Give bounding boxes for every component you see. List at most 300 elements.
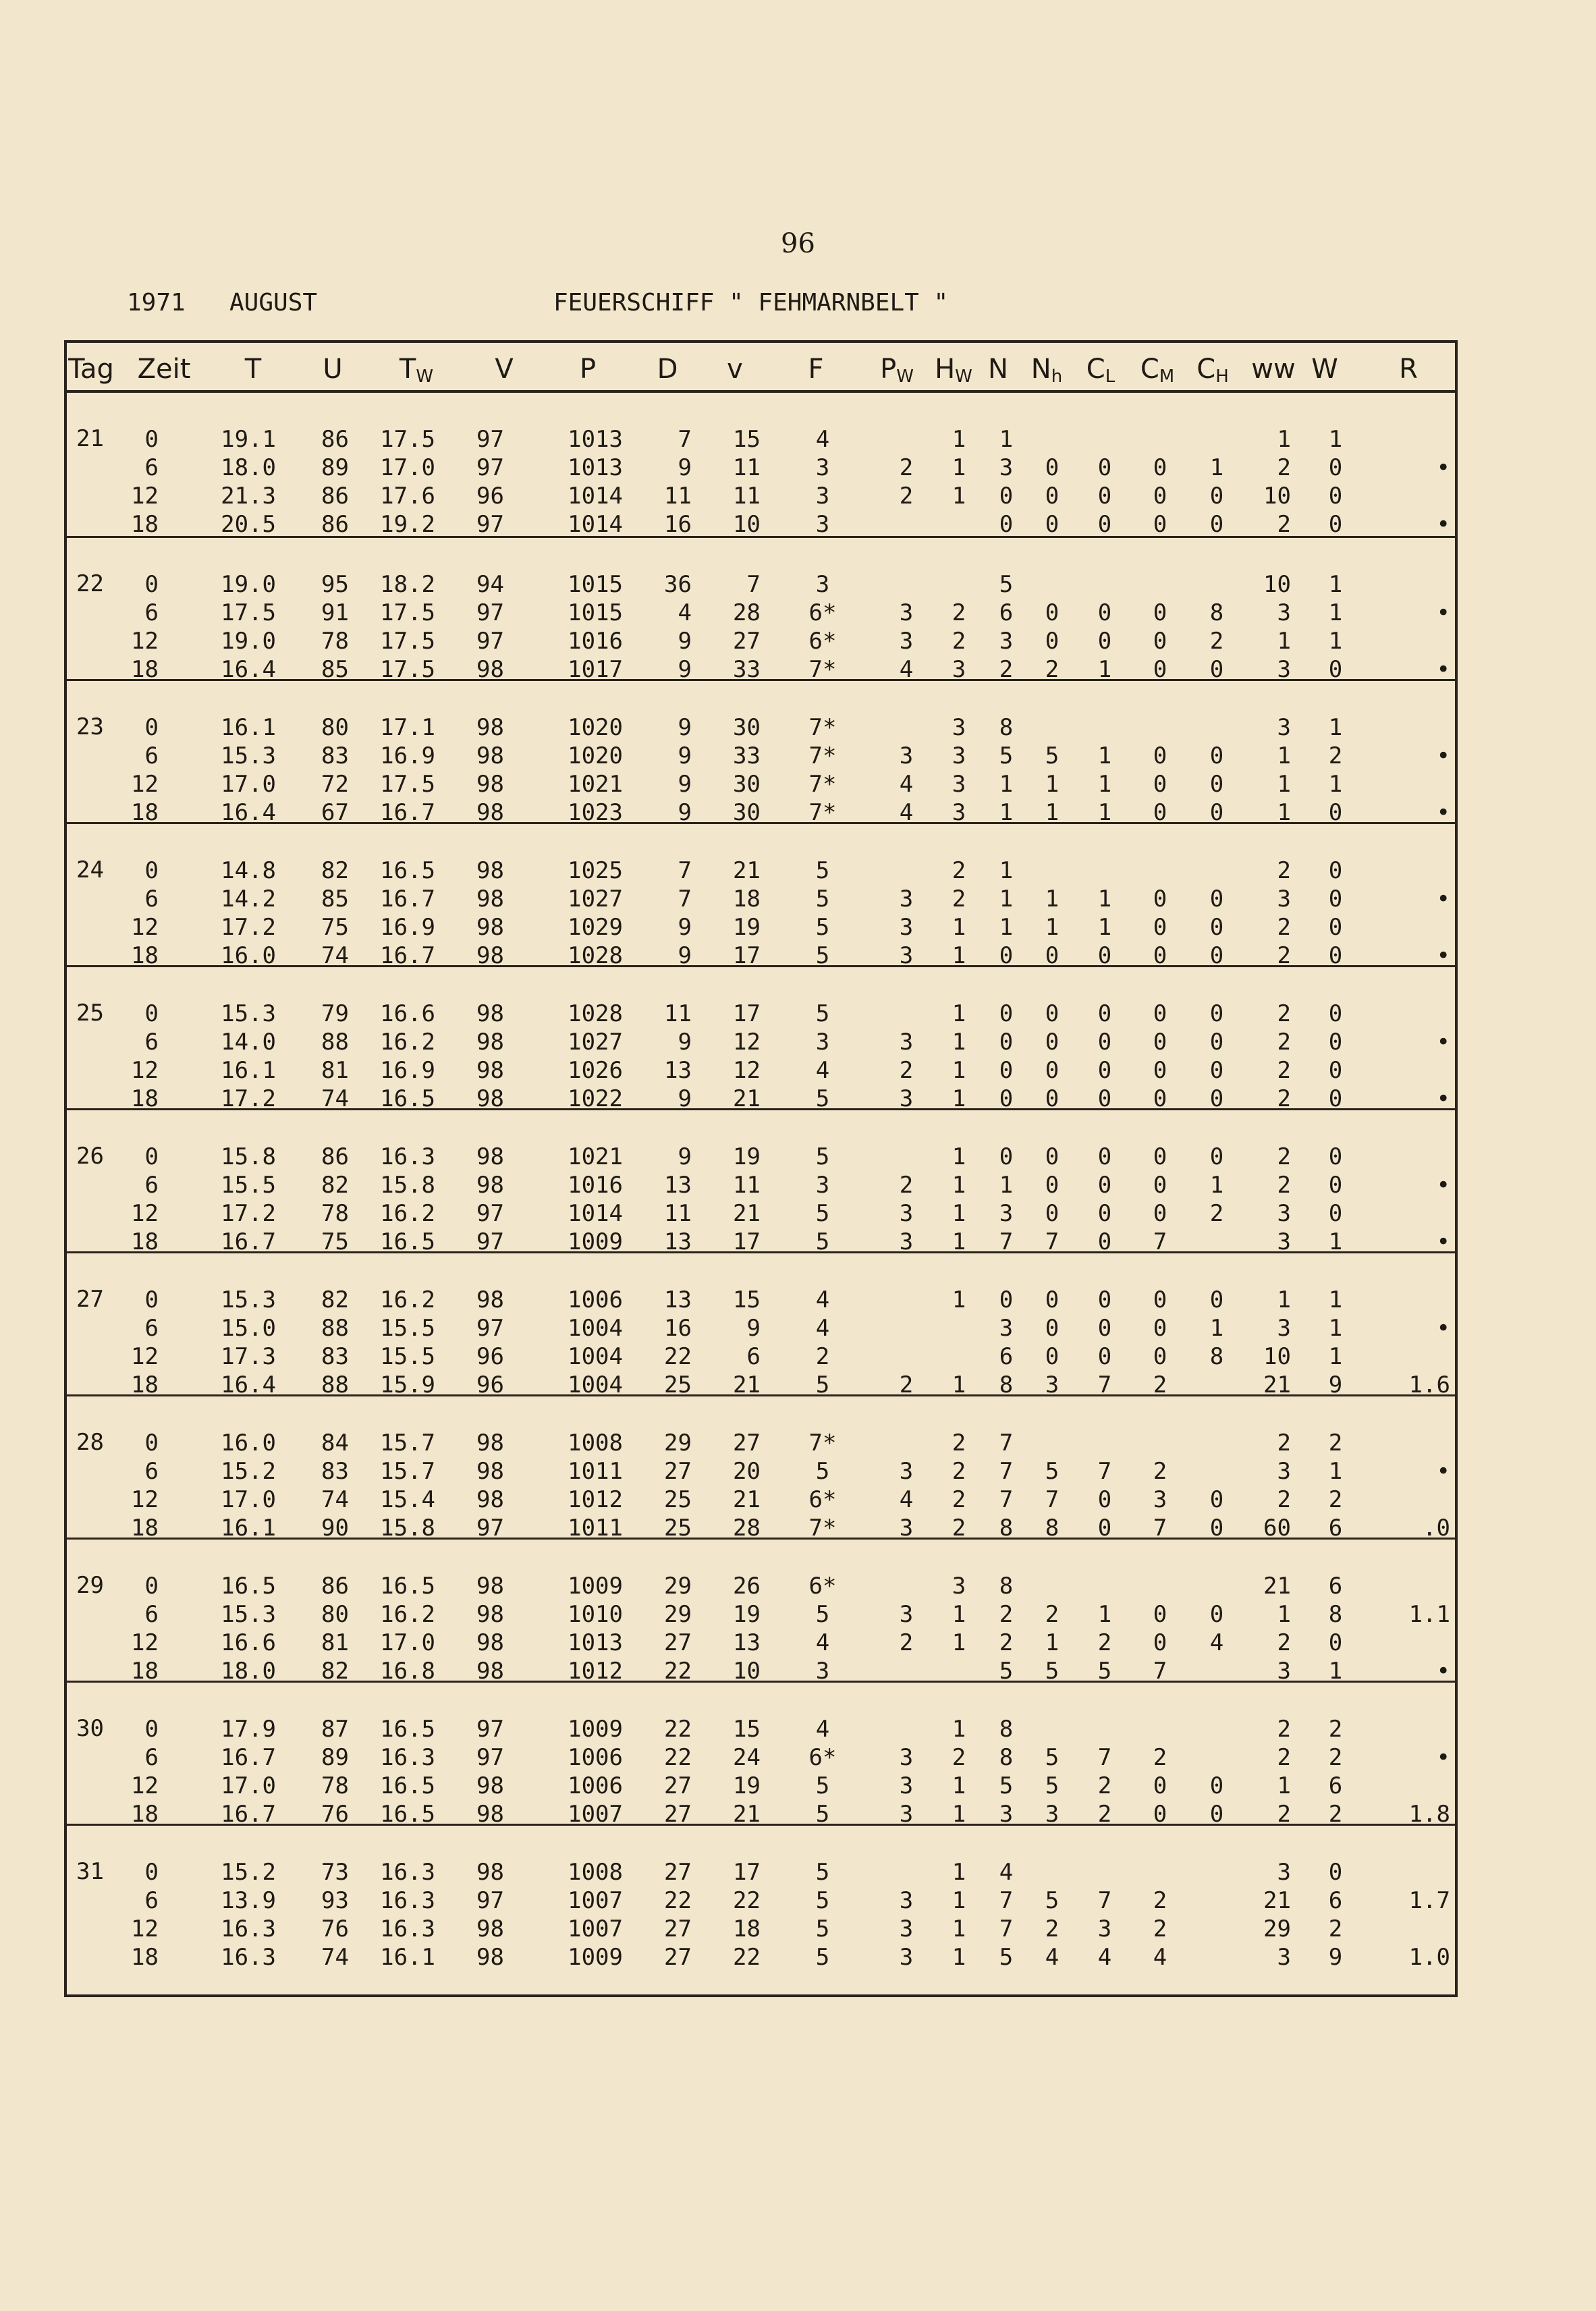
cell-cm: 0 xyxy=(1153,1601,1167,1628)
observation-row xyxy=(67,482,1455,510)
cell-ch: 0 xyxy=(1209,1601,1224,1628)
cell-t: 16.1 xyxy=(221,1057,276,1084)
cell-tw: 16.3 xyxy=(380,1859,435,1886)
day-label: 22 xyxy=(76,570,104,597)
cell-v: 98 xyxy=(476,1772,504,1799)
cell-pw: 3 xyxy=(899,1029,914,1056)
cell-u: 83 xyxy=(321,1458,349,1485)
cell-cl: 0 xyxy=(1097,1200,1112,1227)
cell-n: 0 xyxy=(999,1029,1014,1056)
cell-tw: 15.4 xyxy=(380,1486,435,1513)
cell-n: 7 xyxy=(999,1458,1014,1485)
cell-nh: 4 xyxy=(1045,1944,1060,1971)
cell-ww: 2 xyxy=(1277,1000,1291,1027)
cell-v: 98 xyxy=(476,1000,504,1027)
cell-t: 16.7 xyxy=(221,1801,276,1828)
cell-f: 5 xyxy=(815,1143,830,1170)
cell-p: 1022 xyxy=(568,1085,623,1112)
cell-d: 22 xyxy=(664,1658,692,1685)
cell-n: 3 xyxy=(999,454,1014,481)
cell-vel: 22 xyxy=(733,1887,761,1914)
cell-cm: 2 xyxy=(1153,1458,1167,1485)
cell-vel: 21 xyxy=(733,1200,761,1227)
cell-pw: 3 xyxy=(899,1801,914,1828)
cell-r: • xyxy=(1436,742,1450,769)
cell-vel: 20 xyxy=(733,1458,761,1485)
cell-pw: 2 xyxy=(899,1629,914,1656)
cell-p: 1029 xyxy=(568,914,623,941)
cell-vel: 30 xyxy=(733,799,761,826)
cell-ww: 2 xyxy=(1277,1629,1291,1656)
cell-n: 0 xyxy=(999,1286,1014,1313)
cell-d: 9 xyxy=(678,1029,692,1056)
cell-n: 3 xyxy=(999,628,1014,655)
cell-v: 97 xyxy=(476,628,504,655)
cell-tw: 16.7 xyxy=(380,942,435,969)
cell-w: 2 xyxy=(1328,1716,1343,1743)
cell-nh: 0 xyxy=(1045,1000,1060,1027)
cell-ww: 60 xyxy=(1263,1515,1291,1542)
cell-ch: 0 xyxy=(1209,771,1224,798)
cell-tw: 16.5 xyxy=(380,1801,435,1828)
day-label: 30 xyxy=(76,1715,104,1742)
cell-tw: 16.5 xyxy=(380,1085,435,1112)
cell-u: 74 xyxy=(321,1085,349,1112)
cell-r: • xyxy=(1436,1458,1450,1485)
cell-t: 16.0 xyxy=(221,942,276,969)
cell-f: 6* xyxy=(808,599,837,626)
cell-nh: 0 xyxy=(1045,1343,1060,1370)
cell-ww: 10 xyxy=(1263,571,1291,598)
cell-cm: 2 xyxy=(1153,1744,1167,1771)
cell-vel: 19 xyxy=(733,1143,761,1170)
cell-n: 0 xyxy=(999,1057,1014,1084)
cell-t: 17.2 xyxy=(221,1200,276,1227)
cell-t: 16.5 xyxy=(221,1573,276,1600)
cell-vel: 15 xyxy=(733,426,761,453)
cell-v: 98 xyxy=(476,1085,504,1112)
cell-f: 5 xyxy=(815,1228,830,1255)
cell-w: 0 xyxy=(1328,799,1343,826)
cell-ww: 10 xyxy=(1263,483,1291,510)
cell-p: 1013 xyxy=(568,426,623,453)
column-header-tw: $T_W$ xyxy=(399,354,434,387)
cell-p: 1023 xyxy=(568,799,623,826)
cell-n: 8 xyxy=(999,714,1014,741)
cell-cl: 0 xyxy=(1097,1486,1112,1513)
cell-w: 0 xyxy=(1328,1029,1343,1056)
cell-d: 27 xyxy=(664,1801,692,1828)
cell-u: 86 xyxy=(321,483,349,510)
cell-f: 4 xyxy=(815,1716,830,1743)
cell-cl: 7 xyxy=(1097,1887,1112,1914)
cell-v: 96 xyxy=(476,1343,504,1370)
cell-zeit: 12 xyxy=(131,483,159,510)
cell-hw: 1 xyxy=(952,1859,966,1886)
cell-ww: 21 xyxy=(1263,1887,1291,1914)
cell-n: 0 xyxy=(999,942,1014,969)
cell-t: 18.0 xyxy=(221,1658,276,1685)
cell-t: 14.8 xyxy=(221,857,276,884)
cell-v: 96 xyxy=(476,1371,504,1398)
cell-p: 1026 xyxy=(568,1057,623,1084)
cell-zeit: 12 xyxy=(131,1343,159,1370)
observation-row xyxy=(67,1943,1455,1972)
cell-tw: 17.0 xyxy=(380,454,435,481)
cell-p: 1021 xyxy=(568,771,623,798)
cell-t: 17.3 xyxy=(221,1343,276,1370)
cell-t: 16.7 xyxy=(221,1228,276,1255)
cell-nh: 0 xyxy=(1045,511,1060,538)
cell-f: 5 xyxy=(815,1801,830,1828)
cell-v: 98 xyxy=(476,1143,504,1170)
observation-row xyxy=(67,1457,1455,1486)
cell-p: 1012 xyxy=(568,1658,623,1685)
cell-p: 1009 xyxy=(568,1716,623,1743)
cell-f: 5 xyxy=(815,1887,830,1914)
cell-f: 6* xyxy=(808,1573,837,1600)
cell-w: 1 xyxy=(1328,599,1343,626)
cell-w: 1 xyxy=(1328,714,1343,741)
cell-w: 9 xyxy=(1328,1944,1343,1971)
cell-vel: 15 xyxy=(733,1286,761,1313)
cell-d: 25 xyxy=(664,1515,692,1542)
cell-p: 1016 xyxy=(568,1172,623,1199)
cell-t: 15.3 xyxy=(221,1286,276,1313)
cell-t: 18.0 xyxy=(221,454,276,481)
cell-ch: 1 xyxy=(1209,1315,1224,1342)
cell-v: 98 xyxy=(476,714,504,741)
cell-v: 98 xyxy=(476,1172,504,1199)
cell-cm: 0 xyxy=(1153,1000,1167,1027)
cell-hw: 1 xyxy=(952,1915,966,1942)
cell-u: 74 xyxy=(321,1944,349,1971)
cell-zeit: 18 xyxy=(131,1658,159,1685)
cell-u: 85 xyxy=(321,886,349,913)
cell-d: 9 xyxy=(678,454,692,481)
cell-u: 87 xyxy=(321,1716,349,1743)
cell-vel: 21 xyxy=(733,857,761,884)
cell-vel: 15 xyxy=(733,1716,761,1743)
cell-u: 75 xyxy=(321,1228,349,1255)
cell-w: 0 xyxy=(1328,1172,1343,1199)
cell-w: 0 xyxy=(1328,483,1343,510)
cell-tw: 16.9 xyxy=(380,742,435,769)
cell-w: 1 xyxy=(1328,1228,1343,1255)
cell-p: 1016 xyxy=(568,628,623,655)
column-header-vel: v xyxy=(727,354,743,385)
cell-w: 1 xyxy=(1328,426,1343,453)
cell-nh: 5 xyxy=(1045,1458,1060,1485)
cell-tw: 18.2 xyxy=(380,571,435,598)
cell-tw: 15.8 xyxy=(380,1515,435,1542)
cell-cm: 0 xyxy=(1153,1629,1167,1656)
cell-ww: 2 xyxy=(1277,1744,1291,1771)
cell-hw: 1 xyxy=(952,1772,966,1799)
cell-n: 7 xyxy=(999,1486,1014,1513)
cell-t: 15.8 xyxy=(221,1143,276,1170)
cell-r: • xyxy=(1436,454,1450,481)
cell-v: 98 xyxy=(476,857,504,884)
cell-hw: 1 xyxy=(952,942,966,969)
cell-v: 98 xyxy=(476,771,504,798)
cell-tw: 15.9 xyxy=(380,1371,435,1398)
cell-d: 9 xyxy=(678,1085,692,1112)
cell-v: 98 xyxy=(476,1658,504,1685)
cell-r: 1.8 xyxy=(1408,1801,1450,1828)
cell-w: 2 xyxy=(1328,1915,1343,1942)
cell-n: 1 xyxy=(999,914,1014,941)
cell-n: 5 xyxy=(999,742,1014,769)
cell-ww: 29 xyxy=(1263,1915,1291,1942)
cell-zeit: 6 xyxy=(144,742,159,769)
cell-d: 9 xyxy=(678,771,692,798)
cell-hw: 1 xyxy=(952,1085,966,1112)
cell-hw: 2 xyxy=(952,628,966,655)
cell-d: 9 xyxy=(678,742,692,769)
cell-d: 27 xyxy=(664,1458,692,1485)
cell-w: 1 xyxy=(1328,628,1343,655)
cell-zeit: 0 xyxy=(144,1286,159,1313)
cell-cm: 0 xyxy=(1153,1315,1167,1342)
cell-v: 98 xyxy=(476,1944,504,1971)
cell-vel: 21 xyxy=(733,1486,761,1513)
cell-tw: 16.5 xyxy=(380,857,435,884)
header-month: AUGUST xyxy=(229,289,318,317)
cell-pw: 3 xyxy=(899,1944,914,1971)
cell-cm: 7 xyxy=(1153,1515,1167,1542)
cell-tw: 16.1 xyxy=(380,1944,435,1971)
column-header-nh: $N_h$ xyxy=(1030,354,1063,387)
cell-d: 11 xyxy=(664,1200,692,1227)
cell-p: 1014 xyxy=(568,511,623,538)
cell-v: 98 xyxy=(476,942,504,969)
observation-row xyxy=(67,570,1455,599)
cell-zeit: 6 xyxy=(144,1029,159,1056)
column-header-v: V xyxy=(495,354,514,385)
column-header-r: R xyxy=(1399,354,1418,385)
cell-ww: 2 xyxy=(1277,1143,1291,1170)
cell-f: 4 xyxy=(815,1286,830,1313)
cell-ch: 4 xyxy=(1209,1629,1224,1656)
cell-w: 1 xyxy=(1328,1315,1343,1342)
cell-zeit: 0 xyxy=(144,426,159,453)
cell-n: 1 xyxy=(999,771,1014,798)
cell-r: 1.6 xyxy=(1408,1371,1450,1398)
cell-ww: 2 xyxy=(1277,1716,1291,1743)
cell-n: 7 xyxy=(999,1228,1014,1255)
cell-t: 13.9 xyxy=(221,1887,276,1914)
cell-d: 29 xyxy=(664,1601,692,1628)
cell-f: 3 xyxy=(815,1172,830,1199)
cell-zeit: 6 xyxy=(144,1744,159,1771)
cell-ch: 0 xyxy=(1209,914,1224,941)
cell-v: 97 xyxy=(476,1315,504,1342)
cell-cl: 0 xyxy=(1097,1315,1112,1342)
cell-f: 7* xyxy=(808,799,837,826)
cell-v: 98 xyxy=(476,1458,504,1485)
cell-tw: 16.8 xyxy=(380,1658,435,1685)
cell-nh: 0 xyxy=(1045,483,1060,510)
cell-f: 5 xyxy=(815,1915,830,1942)
cell-v: 97 xyxy=(476,1515,504,1542)
cell-f: 5 xyxy=(815,1371,830,1398)
cell-nh: 7 xyxy=(1045,1486,1060,1513)
cell-ww: 2 xyxy=(1277,454,1291,481)
cell-u: 80 xyxy=(321,1601,349,1628)
cell-p: 1011 xyxy=(568,1515,623,1542)
cell-u: 82 xyxy=(321,1658,349,1685)
cell-zeit: 0 xyxy=(144,857,159,884)
cell-t: 17.5 xyxy=(221,599,276,626)
cell-tw: 17.0 xyxy=(380,1629,435,1656)
cell-n: 5 xyxy=(999,571,1014,598)
cell-r: • xyxy=(1436,942,1450,969)
observation-row xyxy=(67,627,1455,655)
cell-tw: 16.7 xyxy=(380,886,435,913)
observation-row xyxy=(67,1143,1455,1171)
cell-cl: 7 xyxy=(1097,1458,1112,1485)
cell-hw: 3 xyxy=(952,771,966,798)
cell-vel: 27 xyxy=(733,628,761,655)
cell-w: 1 xyxy=(1328,571,1343,598)
cell-cl: 5 xyxy=(1097,1658,1112,1685)
cell-ch: 0 xyxy=(1209,1143,1224,1170)
cell-cm: 7 xyxy=(1153,1658,1167,1685)
day-label: 23 xyxy=(76,713,104,740)
column-header-w: W xyxy=(1311,354,1338,385)
cell-ww: 2 xyxy=(1277,511,1291,538)
cell-u: 74 xyxy=(321,942,349,969)
cell-w: 0 xyxy=(1328,1200,1343,1227)
cell-v: 97 xyxy=(476,599,504,626)
cell-v: 97 xyxy=(476,426,504,453)
cell-v: 98 xyxy=(476,799,504,826)
column-header-ch: $C_H$ xyxy=(1196,354,1229,387)
cell-f: 5 xyxy=(815,1085,830,1112)
cell-w: 0 xyxy=(1328,1629,1343,1656)
column-header-n: N xyxy=(988,354,1008,385)
cell-hw: 2 xyxy=(952,857,966,884)
cell-d: 27 xyxy=(664,1944,692,1971)
cell-u: 89 xyxy=(321,454,349,481)
cell-d: 29 xyxy=(664,1430,692,1457)
cell-pw: 4 xyxy=(899,771,914,798)
cell-d: 16 xyxy=(664,511,692,538)
cell-p: 1010 xyxy=(568,1601,623,1628)
cell-pw: 3 xyxy=(899,1915,914,1942)
cell-n: 1 xyxy=(999,1172,1014,1199)
cell-t: 15.3 xyxy=(221,1000,276,1027)
cell-vel: 19 xyxy=(733,1772,761,1799)
cell-zeit: 18 xyxy=(131,1228,159,1255)
cell-d: 7 xyxy=(678,857,692,884)
cell-f: 4 xyxy=(815,1057,830,1084)
cell-zeit: 12 xyxy=(131,1200,159,1227)
cell-hw: 1 xyxy=(952,483,966,510)
cell-pw: 2 xyxy=(899,483,914,510)
day-block xyxy=(67,1251,1455,1398)
cell-hw: 1 xyxy=(952,1801,966,1828)
cell-n: 0 xyxy=(999,483,1014,510)
cell-pw: 4 xyxy=(899,656,914,683)
cell-ww: 3 xyxy=(1277,1859,1291,1886)
day-block xyxy=(67,1824,1455,1971)
cell-p: 1015 xyxy=(568,599,623,626)
cell-nh: 1 xyxy=(1045,799,1060,826)
observation-row xyxy=(67,857,1455,885)
cell-p: 1006 xyxy=(568,1772,623,1799)
cell-ww: 3 xyxy=(1277,599,1291,626)
cell-w: 2 xyxy=(1328,742,1343,769)
cell-hw: 1 xyxy=(952,1228,966,1255)
cell-f: 7* xyxy=(808,656,837,683)
cell-d: 27 xyxy=(664,1859,692,1886)
cell-vel: 33 xyxy=(733,742,761,769)
cell-tw: 16.5 xyxy=(380,1772,435,1799)
cell-ch: 0 xyxy=(1209,1515,1224,1542)
cell-u: 82 xyxy=(321,1172,349,1199)
cell-d: 25 xyxy=(664,1486,692,1513)
cell-ww: 3 xyxy=(1277,1228,1291,1255)
cell-zeit: 12 xyxy=(131,914,159,941)
cell-cl: 4 xyxy=(1097,1944,1112,1971)
cell-w: 0 xyxy=(1328,656,1343,683)
cell-tw: 15.8 xyxy=(380,1172,435,1199)
cell-f: 4 xyxy=(815,426,830,453)
cell-cl: 1 xyxy=(1097,886,1112,913)
cell-p: 1007 xyxy=(568,1801,623,1828)
cell-u: 91 xyxy=(321,599,349,626)
cell-r: • xyxy=(1436,656,1450,683)
cell-hw: 3 xyxy=(952,1573,966,1600)
cell-f: 6* xyxy=(808,1744,837,1771)
cell-w: 6 xyxy=(1328,1772,1343,1799)
cell-f: 5 xyxy=(815,1944,830,1971)
cell-t: 17.9 xyxy=(221,1716,276,1743)
cell-cm: 0 xyxy=(1153,942,1167,969)
cell-ch: 0 xyxy=(1209,1772,1224,1799)
cell-nh: 0 xyxy=(1045,942,1060,969)
cell-pw: 3 xyxy=(899,1515,914,1542)
cell-zeit: 6 xyxy=(144,1887,159,1914)
cell-pw: 4 xyxy=(899,799,914,826)
day-label: 26 xyxy=(76,1143,104,1170)
cell-f: 5 xyxy=(815,914,830,941)
cell-p: 1027 xyxy=(568,886,623,913)
observation-row xyxy=(67,885,1455,913)
cell-u: 88 xyxy=(321,1029,349,1056)
cell-vel: 11 xyxy=(733,454,761,481)
cell-tw: 16.5 xyxy=(380,1716,435,1743)
cell-ww: 1 xyxy=(1277,742,1291,769)
cell-t: 15.5 xyxy=(221,1172,276,1199)
observation-row xyxy=(67,713,1455,742)
cell-r: • xyxy=(1436,1658,1450,1685)
cell-cl: 2 xyxy=(1097,1801,1112,1828)
cell-r: • xyxy=(1436,1085,1450,1112)
cell-d: 9 xyxy=(678,1143,692,1170)
cell-cm: 0 xyxy=(1153,1172,1167,1199)
cell-zeit: 6 xyxy=(144,1172,159,1199)
cell-v: 98 xyxy=(476,1286,504,1313)
cell-cl: 1 xyxy=(1097,1601,1112,1628)
cell-nh: 1 xyxy=(1045,771,1060,798)
cell-tw: 16.2 xyxy=(380,1286,435,1313)
cell-hw: 2 xyxy=(952,1486,966,1513)
cell-hw: 1 xyxy=(952,1629,966,1656)
cell-zeit: 0 xyxy=(144,1000,159,1027)
